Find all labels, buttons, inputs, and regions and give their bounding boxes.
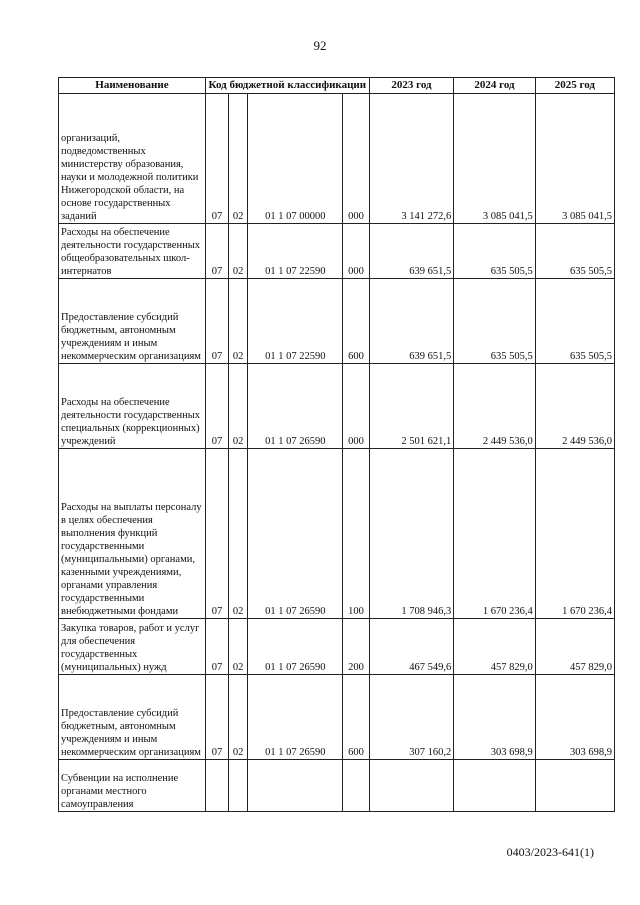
- subsection-code: 02: [229, 675, 248, 760]
- row-name: Закупка товаров, работ и услуг для обеспечения государственных (муниципальных) нужд: [59, 619, 206, 675]
- subsection-code: 02: [229, 94, 248, 224]
- amount-2024: [454, 760, 535, 812]
- row-name: Субвенции на исполнение органами местного самоуправления: [59, 760, 206, 812]
- amount-2024: 635 505,5: [454, 224, 535, 279]
- amount-2025: 2 449 536,0: [535, 364, 614, 449]
- amount-2024: 635 505,5: [454, 279, 535, 364]
- expense-kind-code: 100: [343, 449, 369, 619]
- amount-2023: 1 708 946,3: [369, 449, 454, 619]
- target-article-code: 01 1 07 26590: [248, 675, 343, 760]
- row-name: организаций, подведомственных министерству образования, науки и молодежной политики Нижегородской области, на основе государственных заданий: [59, 94, 206, 224]
- expense-kind-code: 200: [343, 619, 369, 675]
- row-name: Расходы на обеспечение деятельности государственных специальных (коррекционных) учреждений: [59, 364, 206, 449]
- amount-2023: [369, 760, 454, 812]
- table-header-row: [59, 78, 615, 94]
- table-row: [59, 619, 615, 675]
- table-row: [59, 364, 615, 449]
- expense-kind-code: 600: [343, 279, 369, 364]
- amount-2024: 457 829,0: [454, 619, 535, 675]
- budget-table: [58, 77, 615, 812]
- header-code: Код бюджетной классификации: [205, 78, 369, 94]
- header-2023: 2023 год: [369, 78, 454, 94]
- amount-2024: 303 698,9: [454, 675, 535, 760]
- table-row: [59, 449, 615, 619]
- section-code: 07: [205, 279, 228, 364]
- table-row: [59, 279, 615, 364]
- amount-2023: 639 651,5: [369, 279, 454, 364]
- expense-kind-code: 000: [343, 364, 369, 449]
- amount-2023: 2 501 621,1: [369, 364, 454, 449]
- header-2024: 2024 год: [454, 78, 535, 94]
- target-article-code: 01 1 07 26590: [248, 449, 343, 619]
- amount-2025: 457 829,0: [535, 619, 614, 675]
- subsection-code: 02: [229, 449, 248, 619]
- table-row: [59, 224, 615, 279]
- document-code: 0403/2023-641(1): [506, 845, 594, 859]
- header-2025: 2025 год: [535, 78, 614, 94]
- subsection-code: [229, 760, 248, 812]
- expense-kind-code: 600: [343, 675, 369, 760]
- target-article-code: 01 1 07 00000: [248, 94, 343, 224]
- row-name: Предоставление субсидий бюджетным, автономным учреждениям и иным некоммерческим организациям: [59, 675, 206, 760]
- amount-2023: 467 549,6: [369, 619, 454, 675]
- section-code: 07: [205, 94, 228, 224]
- table-row: [59, 675, 615, 760]
- target-article-code: [248, 760, 343, 812]
- amount-2025: 303 698,9: [535, 675, 614, 760]
- target-article-code: 01 1 07 26590: [248, 619, 343, 675]
- amount-2025: 635 505,5: [535, 279, 614, 364]
- subsection-code: 02: [229, 619, 248, 675]
- target-article-code: 01 1 07 26590: [248, 364, 343, 449]
- header-name: Наименование: [59, 78, 206, 94]
- section-code: [205, 760, 228, 812]
- expense-kind-code: 000: [343, 94, 369, 224]
- section-code: 07: [205, 224, 228, 279]
- amount-2024: 2 449 536,0: [454, 364, 535, 449]
- amount-2025: [535, 760, 614, 812]
- amount-2025: 1 670 236,4: [535, 449, 614, 619]
- row-name: Предоставление субсидий бюджетным, автономным учреждениям и иным некоммерческим организациям: [59, 279, 206, 364]
- target-article-code: 01 1 07 22590: [248, 224, 343, 279]
- page-number: 92: [313, 38, 327, 53]
- amount-2024: 3 085 041,5: [454, 94, 535, 224]
- section-code: 07: [205, 364, 228, 449]
- section-code: 07: [205, 619, 228, 675]
- section-code: 07: [205, 449, 228, 619]
- table-row: [59, 94, 615, 224]
- subsection-code: 02: [229, 364, 248, 449]
- table-row: [59, 760, 615, 812]
- subsection-code: 02: [229, 279, 248, 364]
- amount-2023: 3 141 272,6: [369, 94, 454, 224]
- amount-2025: 3 085 041,5: [535, 94, 614, 224]
- target-article-code: 01 1 07 22590: [248, 279, 343, 364]
- amount-2023: 639 651,5: [369, 224, 454, 279]
- amount-2025: 635 505,5: [535, 224, 614, 279]
- expense-kind-code: [343, 760, 369, 812]
- expense-kind-code: 000: [343, 224, 369, 279]
- amount-2024: 1 670 236,4: [454, 449, 535, 619]
- amount-2023: 307 160,2: [369, 675, 454, 760]
- subsection-code: 02: [229, 224, 248, 279]
- row-name: Расходы на выплаты персоналу в целях обеспечения выполнения функций государственными (муниципальными) органами, казенными учреждениями, органами управления государственными внебюджетными фондами: [59, 449, 206, 619]
- row-name: Расходы на обеспечение деятельности государственных общеобразовательных школ-интернатов: [59, 224, 206, 279]
- section-code: 07: [205, 675, 228, 760]
